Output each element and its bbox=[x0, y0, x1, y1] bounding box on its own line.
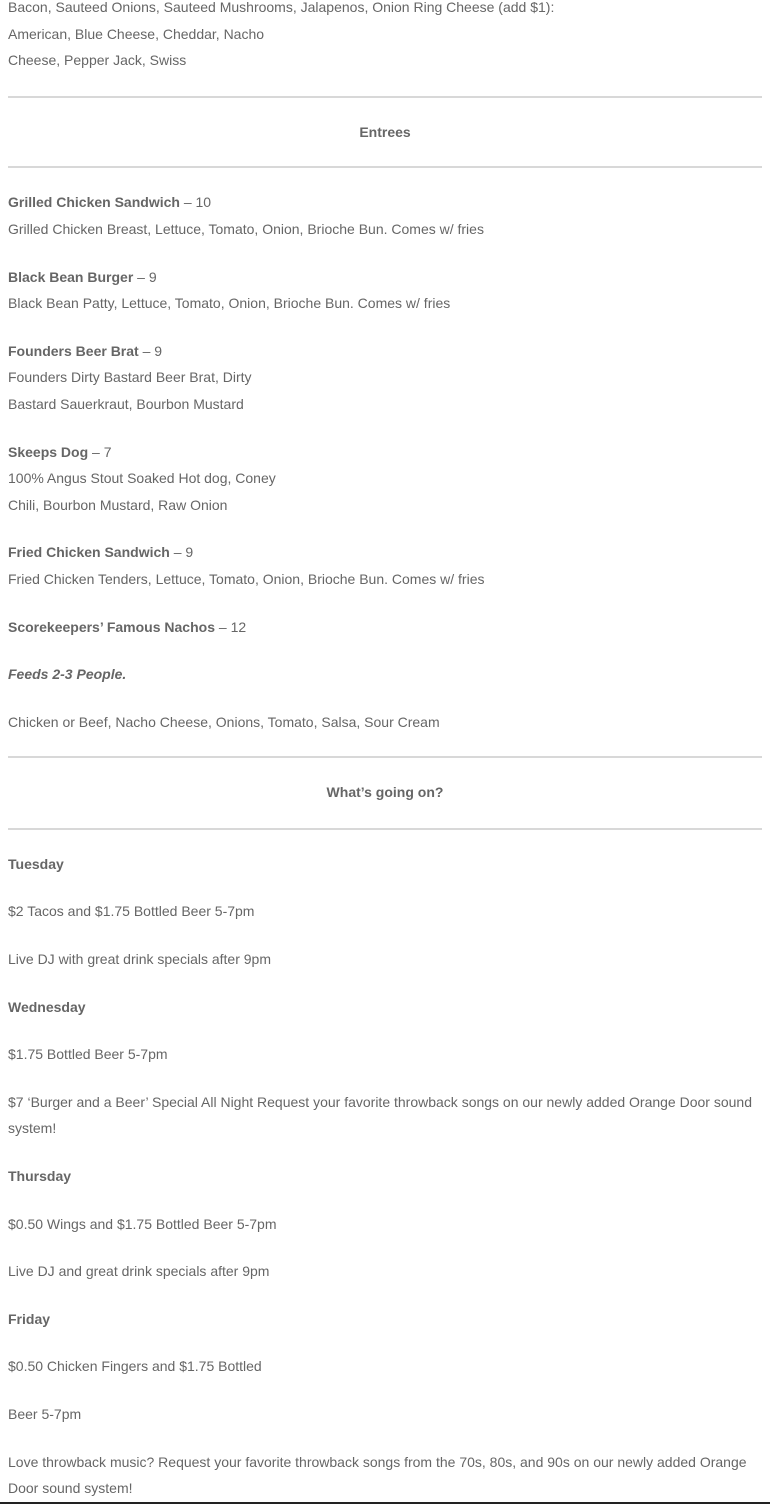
event-line: $1.75 Bottled Beer 5-7pm bbox=[8, 1046, 168, 1063]
menu-item-description: Fried Chicken Tenders, Lettuce, Tomato, Onion, Brioche Bun. Comes w/ fries bbox=[8, 570, 485, 587]
event-line: $2 Tacos and $1.75 Bottled Beer 5-7pm bbox=[8, 903, 255, 920]
menu-item bbox=[8, 614, 762, 736]
event-line: Beer 5-7pm bbox=[8, 1406, 82, 1422]
event-day-heading: Friday bbox=[8, 1310, 51, 1327]
menu-item-price: – 10 bbox=[179, 194, 212, 211]
cheese-options-line: Bacon, Sauteed Onions, Sauteed Mushrooms, Jalapenos, Onion Ring Cheese (add $1): bbox=[8, 0, 555, 15]
menu-item-name: Black Bean Burger bbox=[8, 268, 134, 285]
menu-item-description: Chicken or Beef, Nacho Cheese, Onions, Tomato, Salsa, Sour Cream bbox=[8, 713, 440, 730]
event-day-heading: Wednesday bbox=[8, 998, 86, 1015]
menu-item-price: – 9 bbox=[169, 544, 194, 561]
menu-item-note: Feeds 2-3 People. bbox=[8, 666, 127, 683]
menu-item-description: Grilled Chicken Breast, Lettuce, Tomato, Onion, Brioche Bun. Comes w/ fries bbox=[8, 220, 484, 237]
event-line: $7 ‘Burger and a Beer’ Special All Night Request your favorite throwback songs on our newly added Orange Door sound system! bbox=[8, 1093, 752, 1137]
event-line: Live DJ and great drink specials after 9pm bbox=[8, 1263, 270, 1280]
cheese-options bbox=[8, 0, 762, 74]
menu-item-price: – 7 bbox=[88, 443, 112, 460]
menu-content bbox=[8, 0, 762, 1502]
menu-item-name: Fried Chicken Sandwich bbox=[8, 544, 170, 561]
menu-item-price: – 9 bbox=[138, 342, 163, 359]
cheese-options-line: American, Blue Cheese, Cheddar, Nacho bbox=[8, 25, 265, 42]
menu-item-price: – 9 bbox=[133, 268, 157, 285]
menu-item bbox=[8, 264, 762, 317]
event-day-heading: Thursday bbox=[8, 1168, 72, 1185]
event-line: $0.50 Wings and $1.75 Bottled Beer 5-7pm bbox=[8, 1215, 277, 1232]
menu-item-name: Grilled Chicken Sandwich bbox=[8, 194, 180, 211]
menu-item bbox=[8, 539, 762, 592]
menu-item-price: – 12 bbox=[215, 618, 247, 635]
menu-item-name: Skeeps Dog bbox=[8, 443, 89, 460]
section-title-events: What’s going on? bbox=[326, 784, 444, 801]
section-divider bbox=[8, 166, 762, 168]
section-divider bbox=[8, 828, 762, 830]
menu-item-description: Founders Dirty Bastard Beer Brat, Dirty bbox=[8, 369, 252, 386]
event-line: $0.50 Chicken Fingers and $1.75 Bottled bbox=[8, 1358, 262, 1375]
event-day-heading: Tuesday bbox=[8, 855, 64, 872]
section-title-entrees: Entrees bbox=[359, 123, 411, 140]
menu-item bbox=[8, 439, 762, 519]
menu-item-name: Scorekeepers’ Famous Nachos bbox=[8, 618, 215, 635]
menu-item bbox=[8, 338, 762, 418]
menu-item-description: Black Bean Patty, Lettuce, Tomato, Onion, Brioche Bun. Comes w/ fries bbox=[8, 295, 451, 312]
cheese-options-line: Cheese, Pepper Jack, Swiss bbox=[8, 52, 187, 69]
event-line: Live DJ with great drink specials after 9pm bbox=[8, 951, 271, 968]
menu-item-name: Founders Beer Brat bbox=[8, 342, 139, 359]
menu-item bbox=[8, 189, 762, 242]
event-line: Love throwback music? Request your favorite throwback songs from the 70s, 80s, and 90s on our newly added Orange Door sound system! bbox=[8, 1453, 747, 1497]
menu-item-description: Chili, Bourbon Mustard, Raw Onion bbox=[8, 496, 228, 513]
menu-item-description: 100% Angus Stout Soaked Hot dog, Coney bbox=[8, 470, 276, 487]
menu-item-description: Bastard Sauerkraut, Bourbon Mustard bbox=[8, 395, 244, 412]
